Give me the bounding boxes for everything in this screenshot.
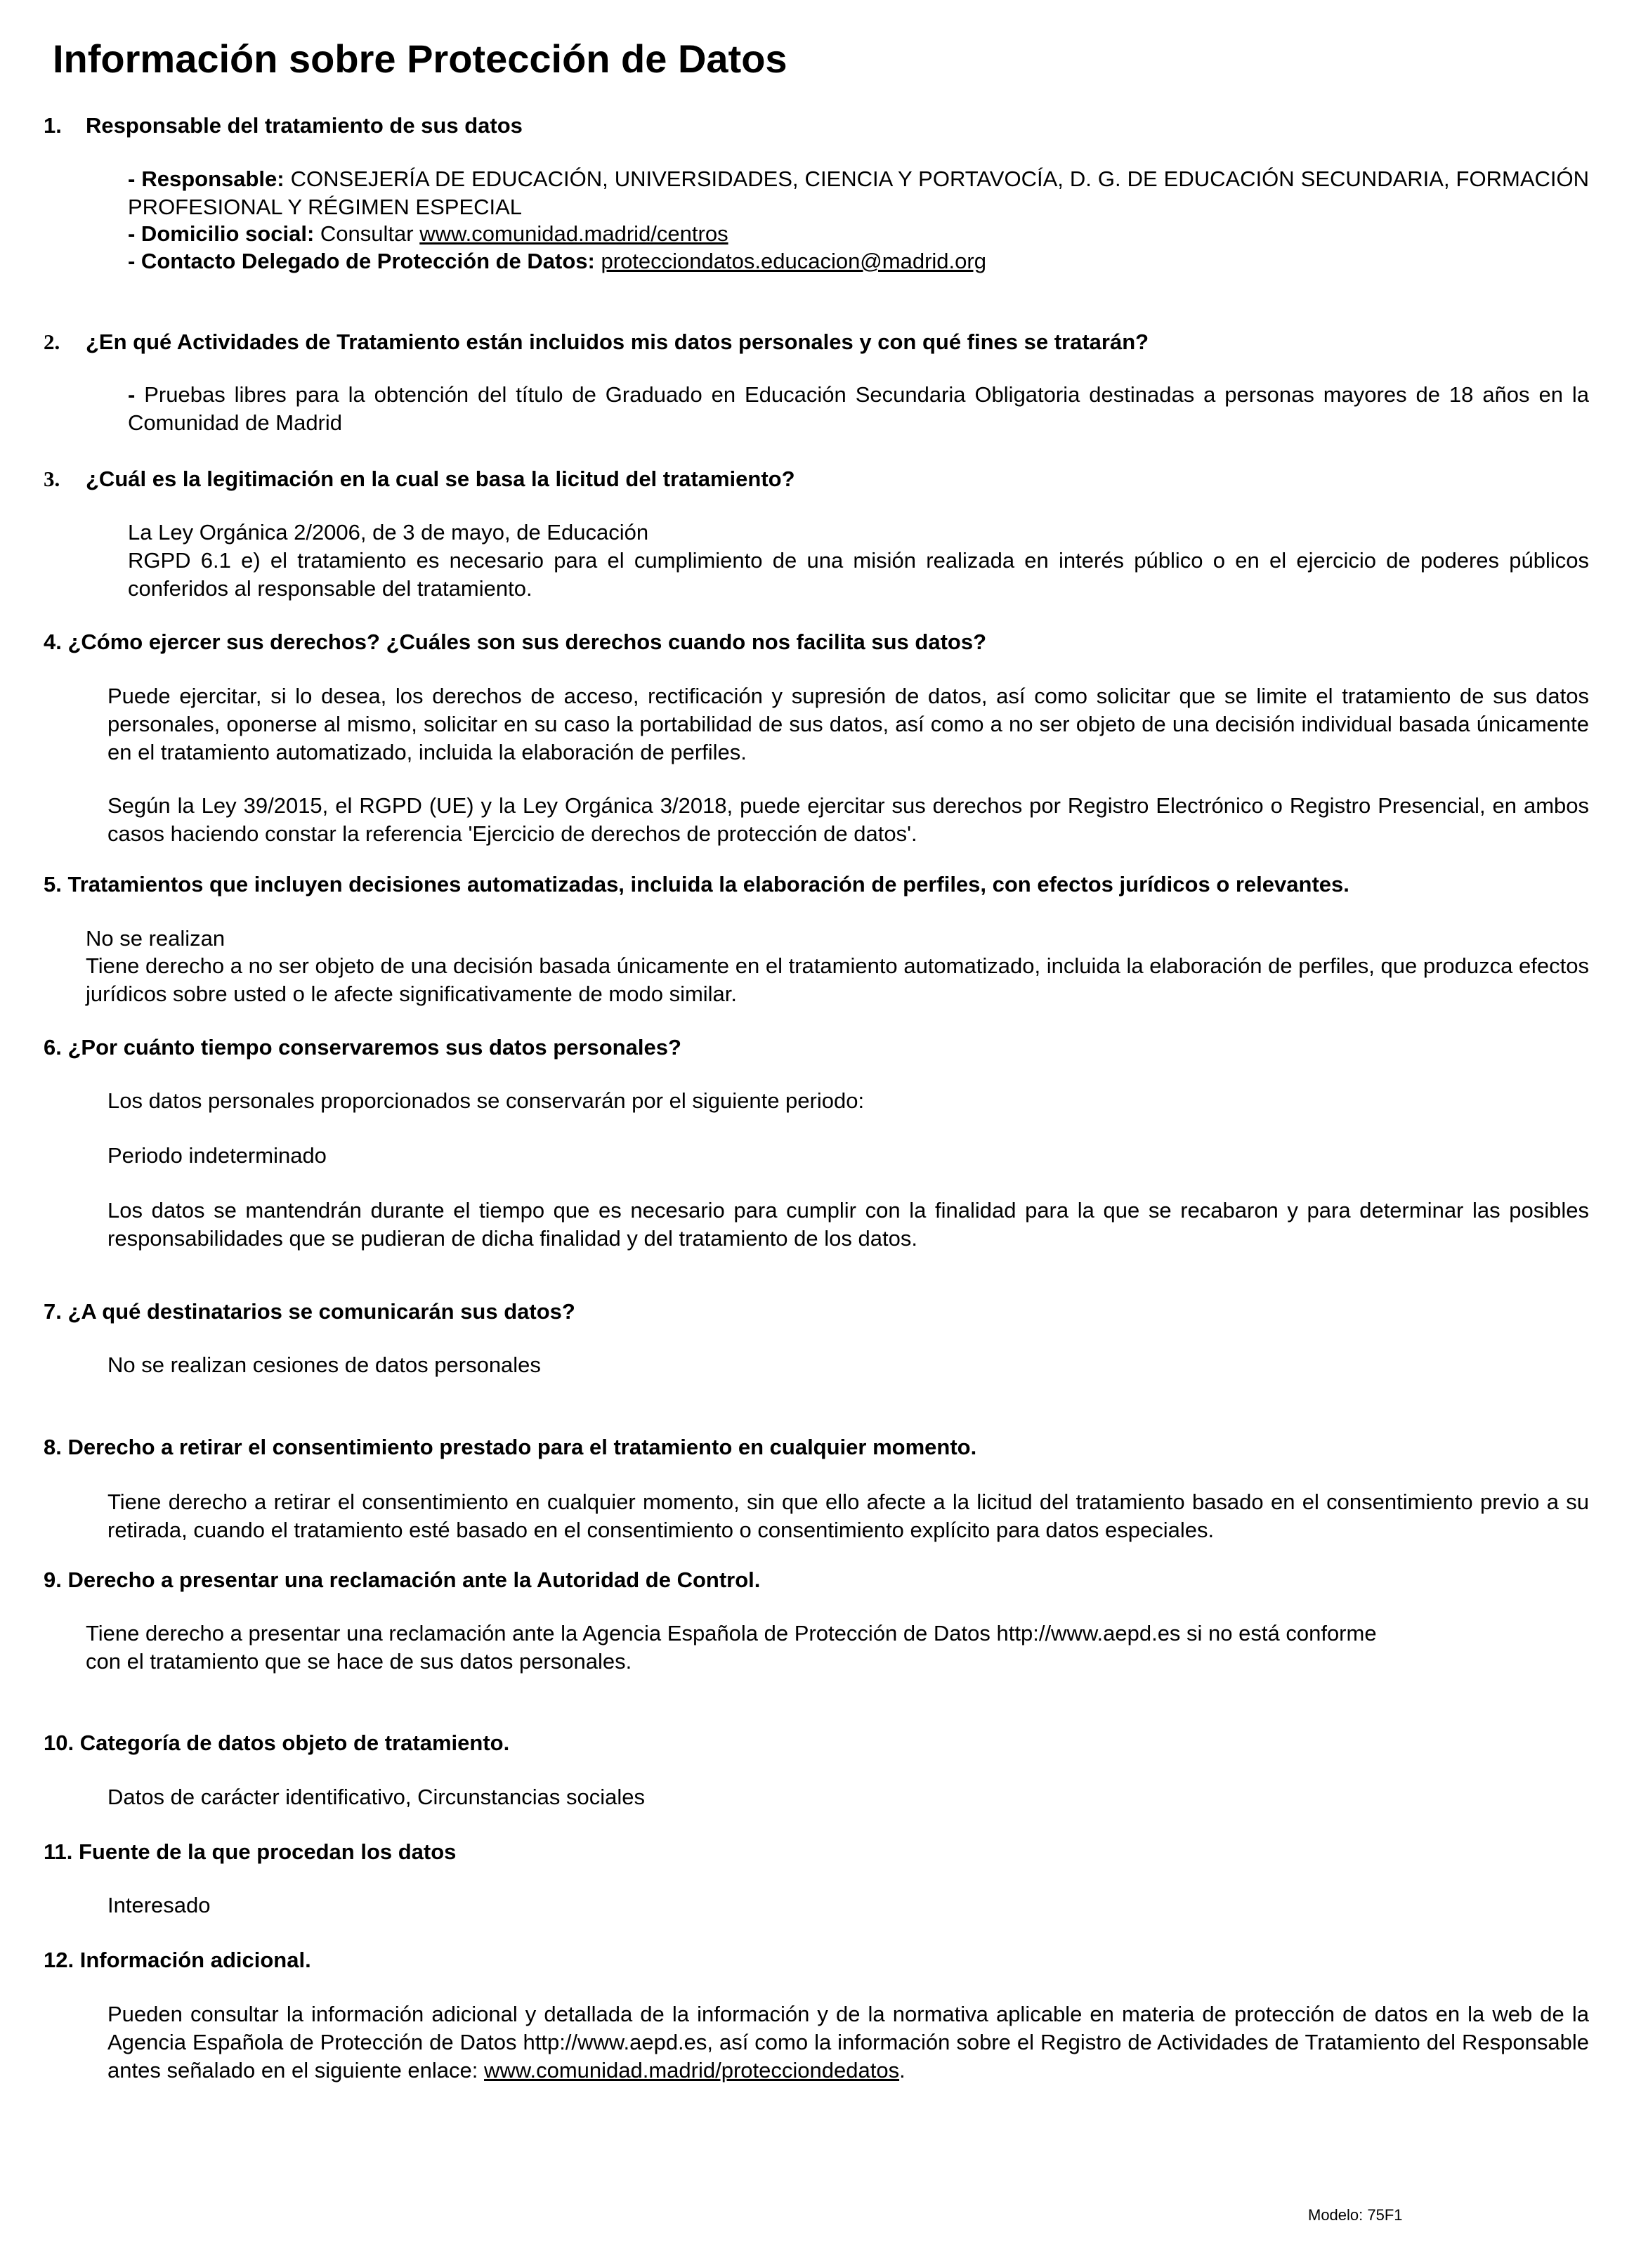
section-3-line-2: RGPD 6.1 e) el tratamiento es necesario para el cumplimiento de una misión realizada en interés público o en el ejercicio de poderes públicos conferidos al responsable del tratamiento. (128, 548, 1589, 601)
section-9-line-2: con el tratamiento que se hace de sus datos personales. (86, 1649, 632, 1674)
section-12-period: . (899, 2058, 906, 2083)
section-10-heading: 10. Categoría de datos objeto de tratamiento. (44, 1731, 510, 1755)
section-9-line-1: Tiene derecho a presentar una reclamación ante la Agencia Española de Protección de Datos http://www.aepd.es si no está conforme (86, 1621, 1377, 1645)
section-5-paragraph: Tiene derecho a no ser objeto de una decisión basada únicamente en el tratamiento automatizado, incluida la elaboración de perfiles, que produzca efectos jurídicos sobre usted o le afecte significativamente de modo similar. (86, 953, 1589, 1006)
section-3-line-1: La Ley Orgánica 2/2006, de 3 de mayo, de Educación (128, 520, 649, 545)
responsable-block (128, 165, 1589, 221)
section-2-text (128, 381, 1589, 437)
section-2-activity: Pruebas libres para la obtención del título de Graduado en Educación Secundaria Obligatoria destinadas a personas mayores de 18 años en la Comunidad de Madrid (128, 382, 1589, 435)
section-7-heading: 7. ¿A qué destinatarios se comunicarán sus datos? (44, 1299, 575, 1324)
section-6-paragraph-2: Periodo indeterminado (107, 1143, 327, 1168)
dpo-label: - Contacto Delegado de Protección de Datos: (128, 249, 595, 273)
domicilio-line (128, 220, 728, 248)
section-7-paragraph: No se realizan cesiones de datos personales (107, 1353, 541, 1377)
section-8-paragraph: Tiene derecho a retirar el consentimiento en cualquier momento, sin que ello afecte a la licitud del tratamiento basado en el consentimiento previo a su retirada, cuando el tratamiento esté basado en el consentimiento o consentimiento explícito para datos especiales. (107, 1490, 1589, 1542)
section-11-heading: 11. Fuente de la que procedan los datos (44, 1839, 457, 1864)
section-1-number: 1. (44, 113, 62, 138)
section-11-paragraph: Interesado (107, 1893, 211, 1917)
section-5-line-1: No se realizan (86, 926, 225, 951)
section-5-heading: 5. Tratamientos que incluyen decisiones automatizadas, incluida la elaboración de perfiles, con efectos jurídicos o relevantes. (44, 872, 1349, 897)
section-2-number: 2. (44, 330, 60, 354)
section-4-paragraph-2: Según la Ley 39/2015, el RGPD (UE) y la Ley Orgánica 3/2018, puede ejercitar sus derechos por Registro Electrónico o Registro Presencial, en ambos casos haciendo constar la referencia 'Ejercicio de derechos de protección de datos'. (107, 793, 1589, 846)
centros-link[interactable]: www.comunidad.madrid/centros (419, 221, 728, 246)
model-code: Modelo: 75F1 (1308, 2206, 1403, 2224)
section-3-number: 3. (44, 467, 60, 491)
responsable-label: - Responsable: (128, 167, 285, 191)
proteccion-datos-link[interactable]: www.comunidad.madrid/protecciondedatos (484, 2058, 900, 2083)
domicilio-prefix: Consultar (320, 221, 414, 246)
section-12-heading: 12. Información adicional. (44, 1948, 311, 1972)
section-2-dash: - (128, 382, 136, 407)
section-2-heading: ¿En qué Actividades de Tratamiento están incluidos mis datos personales y con qué fines se tratarán? (86, 330, 1149, 354)
domicilio-label: - Domicilio social: (128, 221, 315, 246)
section-9-heading: 9. Derecho a presentar una reclamación ante la Autoridad de Control. (44, 1568, 761, 1592)
section-6-heading: 6. ¿Por cuánto tiempo conservaremos sus datos personales? (44, 1035, 681, 1060)
section-6-paragraph-1: Los datos personales proporcionados se conservarán por el siguiente periodo: (107, 1088, 865, 1113)
section-10-paragraph: Datos de carácter identificativo, Circunstancias sociales (107, 1785, 646, 1809)
section-8-heading: 8. Derecho a retirar el consentimiento prestado para el tratamiento en cualquier momento. (44, 1435, 977, 1459)
dpo-email-link[interactable]: protecciondatos.educacion@madrid.org (601, 249, 986, 273)
responsable-value: CONSEJERÍA DE EDUCACIÓN, UNIVERSIDADES, CIENCIA Y PORTAVOCÍA, D. G. DE EDUCACIÓN SECUNDARIA, FORMACIÓN PROFESIONAL Y RÉGIMEN ESPECIAL (128, 167, 1589, 219)
section-12-text: Pueden consultar la información adicional y detallada de la información y de la normativa aplicable en materia de protección de datos en la web de la Agencia Española de Protección de Datos http://www.aepd.es, así como la información sobre el Registro de Actividades de Tratamiento del Responsable antes señalado en el siguiente enlace: (107, 2002, 1589, 2083)
section-4-heading: 4. ¿Cómo ejercer sus derechos? ¿Cuáles son sus derechos cuando nos facilita sus datos? (44, 630, 987, 654)
section-4-paragraph-1: Puede ejercitar, si lo desea, los derechos de acceso, rectificación y supresión de datos, así como solicitar que se limite el tratamiento de sus datos personales, oponerse al mismo, solicitar en su caso la portabilidad de sus datos, así como a no ser objeto de una decisión individual basada únicamente en el tratamiento automatizado, incluida la elaboración de perfiles. (107, 684, 1589, 764)
section-3-heading: ¿Cuál es la legitimación en la cual se basa la licitud del tratamiento? (86, 467, 795, 491)
page-title: Información sobre Protección de Datos (53, 37, 787, 81)
section-6-paragraph-3: Los datos se mantendrán durante el tiempo que es necesario para cumplir con la finalidad para la que se recabaron y para determinar las posibles responsabilidades que se pudieran de dicha finalidad y del tratamiento de los datos. (107, 1198, 1589, 1251)
section-1-heading: Responsable del tratamiento de sus datos (86, 113, 523, 138)
dpo-line (128, 247, 986, 275)
section-12-paragraph (107, 2000, 1589, 2085)
